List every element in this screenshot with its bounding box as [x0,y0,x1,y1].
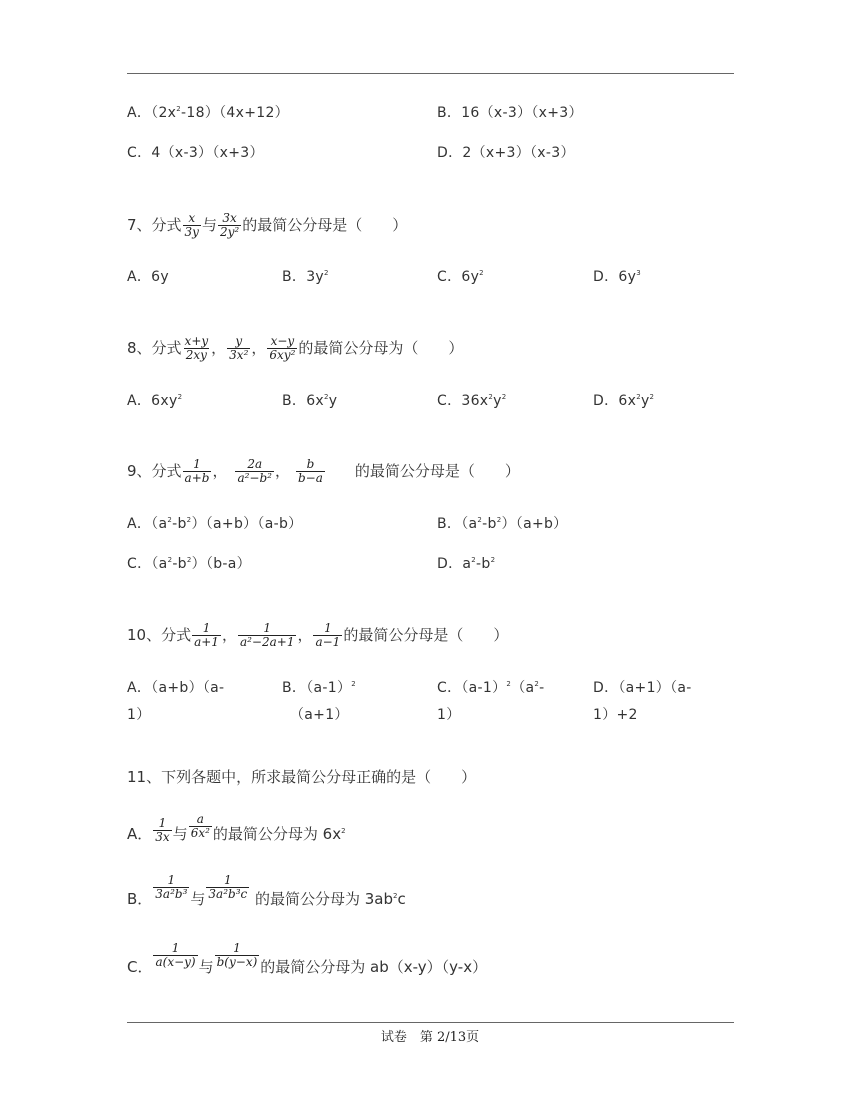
q11-c-f1-numerator: 1 [171,941,180,955]
q9-option-a[interactable]: A．$(a^2-b^2)(a+b)(a-b)$ [127,516,303,532]
q9-fraction-2 [235,458,274,485]
q10-option-b-line2[interactable]: （a+1） [290,707,349,723]
q9-f1-numerator: 1 [193,457,201,471]
q8-fraction-1 [183,335,211,362]
q10-option-d-line2[interactable]: 1）+2 [593,707,638,723]
q9-f2-numerator: 2a [247,457,263,471]
q11-b-f1-denominator: 3a²b³ [155,887,188,901]
q9-fraction-3 [296,458,325,485]
q10-fraction-2 [238,622,297,649]
q9-sep: ， [274,462,290,480]
q8-f2-numerator: y [235,334,243,348]
q11-a-f2-denominator: 6x² [190,826,210,840]
q9-fraction-1 [183,458,212,485]
question-9-stem [127,458,520,485]
q11-c-joiner: 与 [198,958,214,976]
q8-option-b[interactable]: B．$6x^2y$ [282,393,338,409]
q11-c-f1-denominator: a(x−y) [155,955,196,969]
q9-suffix: 的最简公分母是（ ） [354,462,520,480]
q11-a-f1-numerator: 1 [158,816,167,830]
q10-f2-denominator: a²−2a+1 [239,635,295,649]
q7-f1-numerator: x [188,211,196,225]
q10-f1-numerator: 1 [202,621,211,635]
q10-fraction-1 [192,622,221,649]
q7-option-a[interactable]: A．6y [127,269,169,285]
question-10-stem [127,622,508,649]
q10-option-c-line2[interactable]: 1） [437,707,461,723]
q9-f1-denominator: a+b [184,471,210,485]
q7-f2-numerator: 3x [222,211,237,225]
q9-option-b[interactable]: B．$(a^2-b^2)(a+b)$ [437,516,568,532]
q7-fraction-2 [218,212,241,239]
q8-fraction-3 [267,335,297,362]
q8-f3-denominator: 6xy² [269,348,296,362]
q11-b-text: 的最简公分母为 $3ab^2c$ [250,890,406,908]
q10-option-a-line1[interactable]: A．（a+b）（a- [127,680,225,696]
q7-suffix: 的最简公分母是（ ） [242,216,408,234]
q8-option-c[interactable]: C．$36x^2y^2$ [437,393,507,409]
q8-sep: ， [211,339,227,357]
q6-option-c[interactable]: C．4（x-3）（x+3） [127,145,264,161]
q11-c-f2-numerator: 1 [233,941,241,955]
footer-rule [127,1022,734,1023]
q11-c-label: C． [127,958,153,976]
q10-sep: ， [297,626,313,644]
page-footer: 试卷 第 2/13页 [380,1030,480,1045]
q11-c-fraction-1 [153,942,197,969]
q11-c-f2-denominator: b(y−x) [216,955,258,969]
q11-option-b[interactable] [127,874,406,909]
q8-option-d[interactable]: D．$6x^2y^2$ [593,393,655,409]
q9-f2-denominator: a²−b² [237,471,272,485]
q9-option-d[interactable]: D．$a^2-b^2$ [437,556,496,572]
q9-sep: ， [212,462,228,480]
q8-fraction-2 [227,335,250,362]
q8-sep: ， [251,339,267,357]
question-11-stem: 11、下列各题中，所求最简公分母正确的是（ ） [127,768,477,786]
q10-prefix: 10、分式 [127,626,192,644]
q7-f1-denominator: 3y [184,225,199,239]
q9-f3-numerator: b [306,457,315,471]
q9-f3-denominator: b−a [297,471,323,485]
q8-option-a[interactable]: A．$6xy^2$ [127,393,183,409]
q10-option-b-line1[interactable]: B．$(a-1)^2$ [282,680,357,696]
q7-prefix: 7、分式 [127,216,182,234]
q8-f2-denominator: 3x² [229,348,249,362]
q11-a-f1-denominator: 3x [155,830,170,844]
q9-prefix: 9、分式 [127,462,182,480]
q10-option-d-line1[interactable]: D．（a+1）（a- [593,680,692,696]
q7-option-c[interactable]: C．$6y^2$ [437,269,484,285]
q10-f3-numerator: 1 [324,621,332,635]
q10-fraction-3 [313,622,342,649]
q11-a-label: A． [127,825,153,843]
q11-a-joiner: 与 [172,825,188,843]
q10-option-a-line2[interactable]: 1） [127,707,151,723]
q8-f3-numerator: x−y [270,334,295,348]
q8-prefix: 8、分式 [127,339,182,357]
q10-option-c-line1[interactable]: C．$(a-1)^2(a^2-$ [437,680,545,696]
q10-f1-denominator: a+1 [194,635,219,649]
q11-b-f2-numerator: 1 [223,873,232,887]
q11-b-fraction-2 [206,874,249,901]
q11-option-a[interactable] [127,810,346,844]
q8-suffix: 的最简公分母为（ ） [298,339,464,357]
q10-sep: ， [221,626,237,644]
q7-f2-denominator: 2y² [219,225,240,239]
q8-f1-denominator: 2xy [185,348,207,362]
q11-c-fraction-2 [215,942,260,969]
q11-a-f2-numerator: a [196,812,204,826]
q10-f3-denominator: a−1 [315,635,341,649]
q11-a-fraction-1 [153,817,171,844]
q11-b-f1-numerator: 1 [167,873,176,887]
q11-option-c[interactable] [127,942,487,977]
q10-f2-numerator: 1 [263,621,272,635]
q10-suffix: 的最简公分母是（ ） [343,626,509,644]
q7-option-d[interactable]: D．$6y^3$ [593,269,641,285]
q7-joiner: 与 [201,216,217,234]
q11-b-fraction-1 [153,874,189,901]
q11-a-text: 的最简公分母为 $6x^2$ [212,825,346,843]
question-7-stem [127,212,407,239]
q9-option-c[interactable]: C．$(a^2-b^2)(b-a)$ [127,556,251,572]
q7-fraction-1 [183,212,201,239]
q6-option-a[interactable]: A．$(2x^2-18)(4x+12)$ [127,105,289,121]
q11-a-fraction-2 [189,813,212,840]
q8-f1-numerator: x+y [184,334,209,348]
q6-option-b[interactable]: B．16（x-3）（x+3） [437,105,583,121]
q7-option-b[interactable]: B．$3y^2$ [282,269,329,285]
q11-c-text: 的最简公分母为 ab（x-y）（y-x） [260,958,488,976]
q11-b-joiner: 与 [190,890,206,908]
q11-b-f2-denominator: 3a²b³c [208,887,248,901]
q11-b-label: B． [127,890,153,908]
question-8-stem [127,335,463,362]
header-rule [127,73,734,74]
q6-option-d[interactable]: D．2（x+3）（x-3） [437,145,575,161]
